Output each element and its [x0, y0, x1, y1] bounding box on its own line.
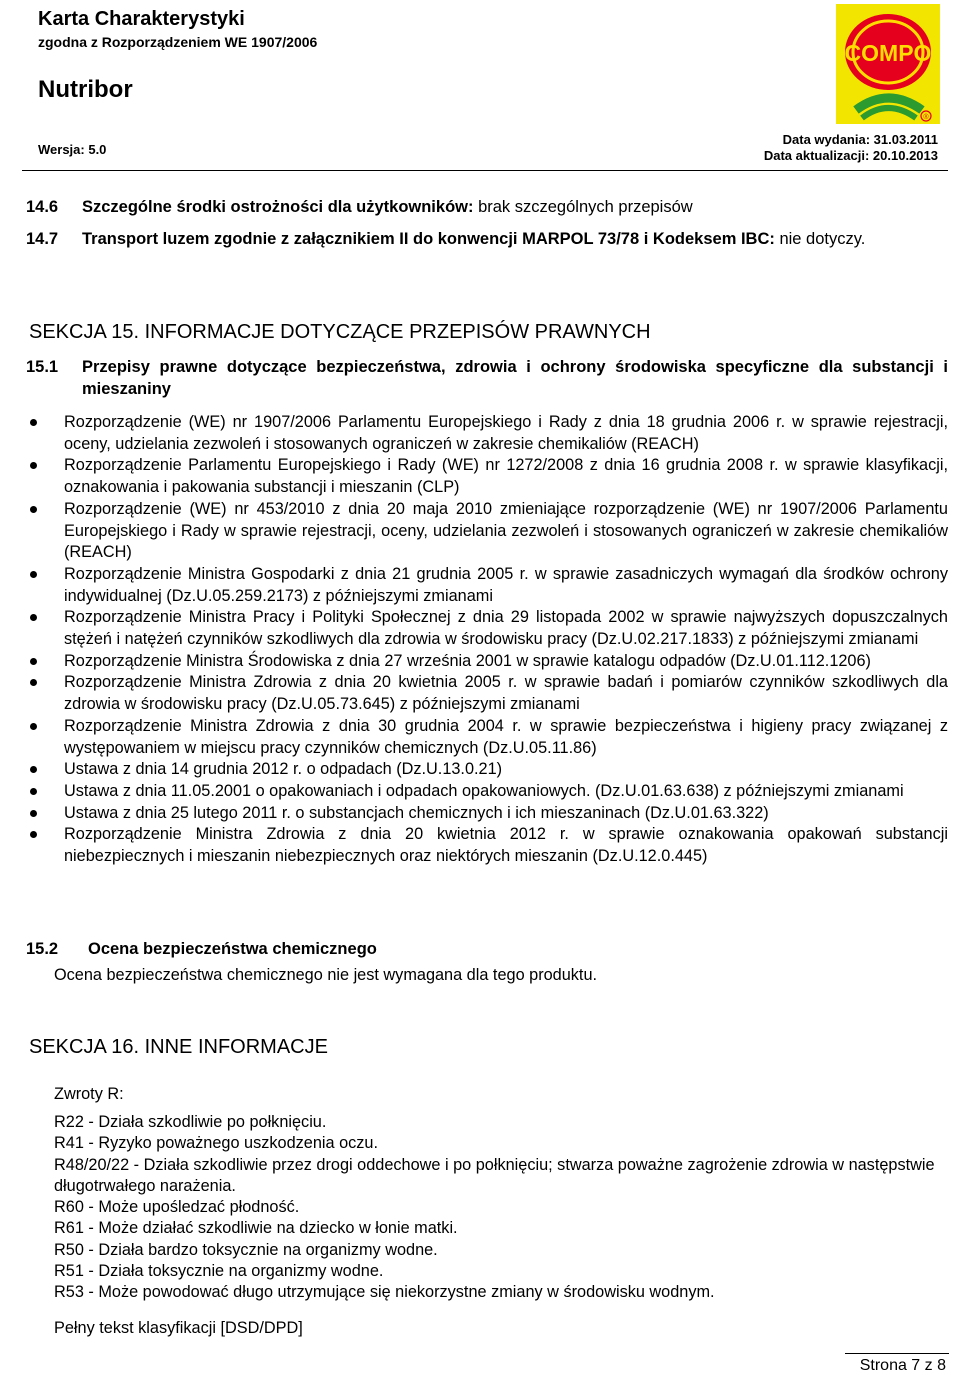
bullet-icon [30, 419, 37, 426]
section-15-heading: SEKCJA 15. INFORMACJE DOTYCZĄCE PRZEPISÓW PRAWNYCH [29, 321, 651, 343]
bullet-icon [30, 506, 37, 513]
list-item: Ustawa z dnia 25 lutego 2011 r. o substancjach chemicznych i ich mieszaninach (Dz.U.01.63.322) [26, 803, 948, 825]
bullet-icon [30, 766, 37, 773]
safety-assessment-text: Ocena bezpieczeństwa chemicznego nie jest wymagana dla tego produktu. [54, 966, 598, 984]
list-item: Rozporządzenie (WE) nr 1907/2006 Parlamentu Europejskiego i Rady z dnia 18 grudnia 2006 r. w sprawie rejestracji, oceny, udzielania zezwoleń i stosowanych ograniczeń w zakresie chemikaliów (REACH) [26, 412, 948, 455]
page-number: Strona 7 z 8 [859, 1357, 946, 1374]
dates-block [764, 132, 938, 164]
item-number: 14.6 [26, 198, 59, 216]
subsection-15-1 [26, 356, 948, 400]
compo-logo [836, 4, 940, 124]
bullet-icon [30, 462, 37, 469]
document-title: Karta Charakterystyki [38, 8, 245, 30]
item-14-7 [26, 228, 948, 250]
footer-divider [845, 1353, 949, 1354]
list-item: R61 - Może działać szkodliwie na dziecko w łonie matki. [54, 1219, 458, 1238]
bullet-icon [30, 810, 37, 817]
list-item: R51 - Działa toksycznie na organizmy wodne. [54, 1262, 384, 1281]
document-subtitle: zgodna z Rozporządzeniem WE 1907/2006 [38, 34, 318, 50]
bullet-icon [30, 679, 37, 686]
item-label: Transport luzem zgodnie z załącznikiem II do konwencji MARPOL 73/78 i Kodeksem IBC: [82, 230, 775, 248]
item-value: nie dotyczy. [779, 230, 866, 248]
list-item: Rozporządzenie (WE) nr 453/2010 z dnia 20 maja 2010 zmieniające rozporządzenie (WE) nr 1907/2006 Parlamentu Europejskiego i Rady w sprawie rejestracji, oceny, udzielania zezwoleń i stosowanych ograniczeń w zakresie chemikaliów (REACH) [26, 499, 948, 564]
list-item: R50 - Działa bardzo toksycznie na organizmy wodne. [54, 1240, 438, 1259]
bullet-icon [30, 658, 37, 665]
list-item: Rozporządzenie Ministra Zdrowia z dnia 30 grudnia 2004 r. w sprawie bezpieczeństwa i higieny pracy związanej z występowaniem w miejscu pracy czynników chemicznych (Dz.U.05.11.86) [26, 716, 948, 759]
list-item: Ustawa z dnia 14 grudnia 2012 r. o odpadach (Dz.U.13.0.21) [26, 759, 948, 781]
list-item: R22 - Działa szkodliwie po połknięciu. [54, 1113, 327, 1131]
header-divider [22, 170, 948, 171]
bullet-icon [30, 723, 37, 730]
product-name: Nutribor [38, 76, 133, 103]
list-item: Rozporządzenie Parlamentu Europejskiego i Rady (WE) nr 1272/2008 z dnia 16 grudnia 2008 r. w sprawie klasyfikacji, oznakowania i pakowania substancji i mieszanin (CLP) [26, 455, 948, 498]
subsection-15-2 [26, 938, 948, 960]
list-item: R48/20/22 - Działa szkodliwie przez drogi oddechowe i po połknięciu; stwarza poważne zagrożenie zdrowia w następstwie długotrwałego narażenia. [54, 1155, 935, 1195]
list-item: R41 - Ryzyko poważnego uszkodzenia oczu. [54, 1134, 378, 1153]
list-item: Rozporządzenie Ministra Środowiska z dnia 27 września 2001 w sprawie katalogu odpadów (Dz.U.01.112.1206) [26, 651, 948, 673]
list-item: Rozporządzenie Ministra Zdrowia z dnia 20 kwietnia 2005 r. w sprawie badań i pomiarów czynników szkodliwych dla zdrowia w środowisku pracy (Dz.U.05.73.645) z późniejszymi zmianami [26, 672, 948, 715]
list-item: Rozporządzenie Ministra Pracy i Polityki Społecznej z dnia 29 listopada 2002 w sprawie najwyższych dopuszczalnych stężeń i natężeń czynników szkodliwych dla zdrowia w środowisku pracy (Dz.U.02.217.1833) z późniejszymi zmianami [26, 607, 948, 650]
bullet-icon [30, 831, 37, 838]
list-item: Rozporządzenie Ministra Gospodarki z dnia 21 grudnia 2005 r. w sprawie zasadniczych wymagań dla środków ochrony indywidualnej (Dz.U.05.259.2173) z późniejszymi zmianami [26, 564, 948, 607]
subsection-number: 15.2 [26, 940, 59, 958]
item-value: brak szczególnych przepisów [478, 198, 693, 216]
bullet-icon [30, 571, 37, 578]
issue-date: Data wydania: 31.03.2011 [782, 132, 938, 147]
r-phrases-label: Zwroty R: [54, 1085, 124, 1103]
list-item: R53 - Może powodować długo utrzymujące się niekorzystne zmiany w środowisku wodnym. [54, 1283, 715, 1302]
subsection-title: Ocena bezpieczeństwa chemicznego [88, 940, 377, 958]
update-date: Data aktualizacji: 20.10.2013 [763, 148, 938, 163]
regulations-list [26, 412, 948, 868]
bullet-icon [30, 614, 37, 621]
list-item: Ustawa z dnia 11.05.2001 o opakowaniach i odpadach opakowaniowych. (Dz.U.01.63.638) z późniejszymi zmianami [26, 781, 948, 803]
item-14-6 [26, 196, 948, 218]
version-label: Wersja: 5.0 [38, 142, 107, 157]
item-number: 14.7 [26, 230, 59, 248]
subsection-number: 15.1 [26, 358, 59, 376]
subsection-title: Przepisy prawne dotyczące bezpieczeństwa, zdrowia i ochrony środowiska specyficzne dla substancji i mieszaniny [82, 358, 948, 398]
list-item: Rozporządzenie Ministra Zdrowia z dnia 20 kwietnia 2012 r. w sprawie oznakowania opakowań substancji niebezpiecznych i mieszanin niebezpiecznych oraz niektórych mieszanin (Dz.U.12.0.445) [26, 824, 948, 867]
bullet-icon [30, 788, 37, 795]
logo-text: COMPO [844, 40, 932, 66]
registered-mark: ® [923, 114, 929, 121]
section-16-heading: SEKCJA 16. INNE INFORMACJE [29, 1036, 328, 1058]
full-classification-text: Pełny tekst klasyfikacji [DSD/DPD] [54, 1319, 303, 1337]
list-item: R60 - Może upośledzać płodność. [54, 1198, 300, 1217]
r-phrases-list [54, 1112, 948, 1304]
item-label: Szczególne środki ostrożności dla użytkowników: [82, 198, 474, 216]
